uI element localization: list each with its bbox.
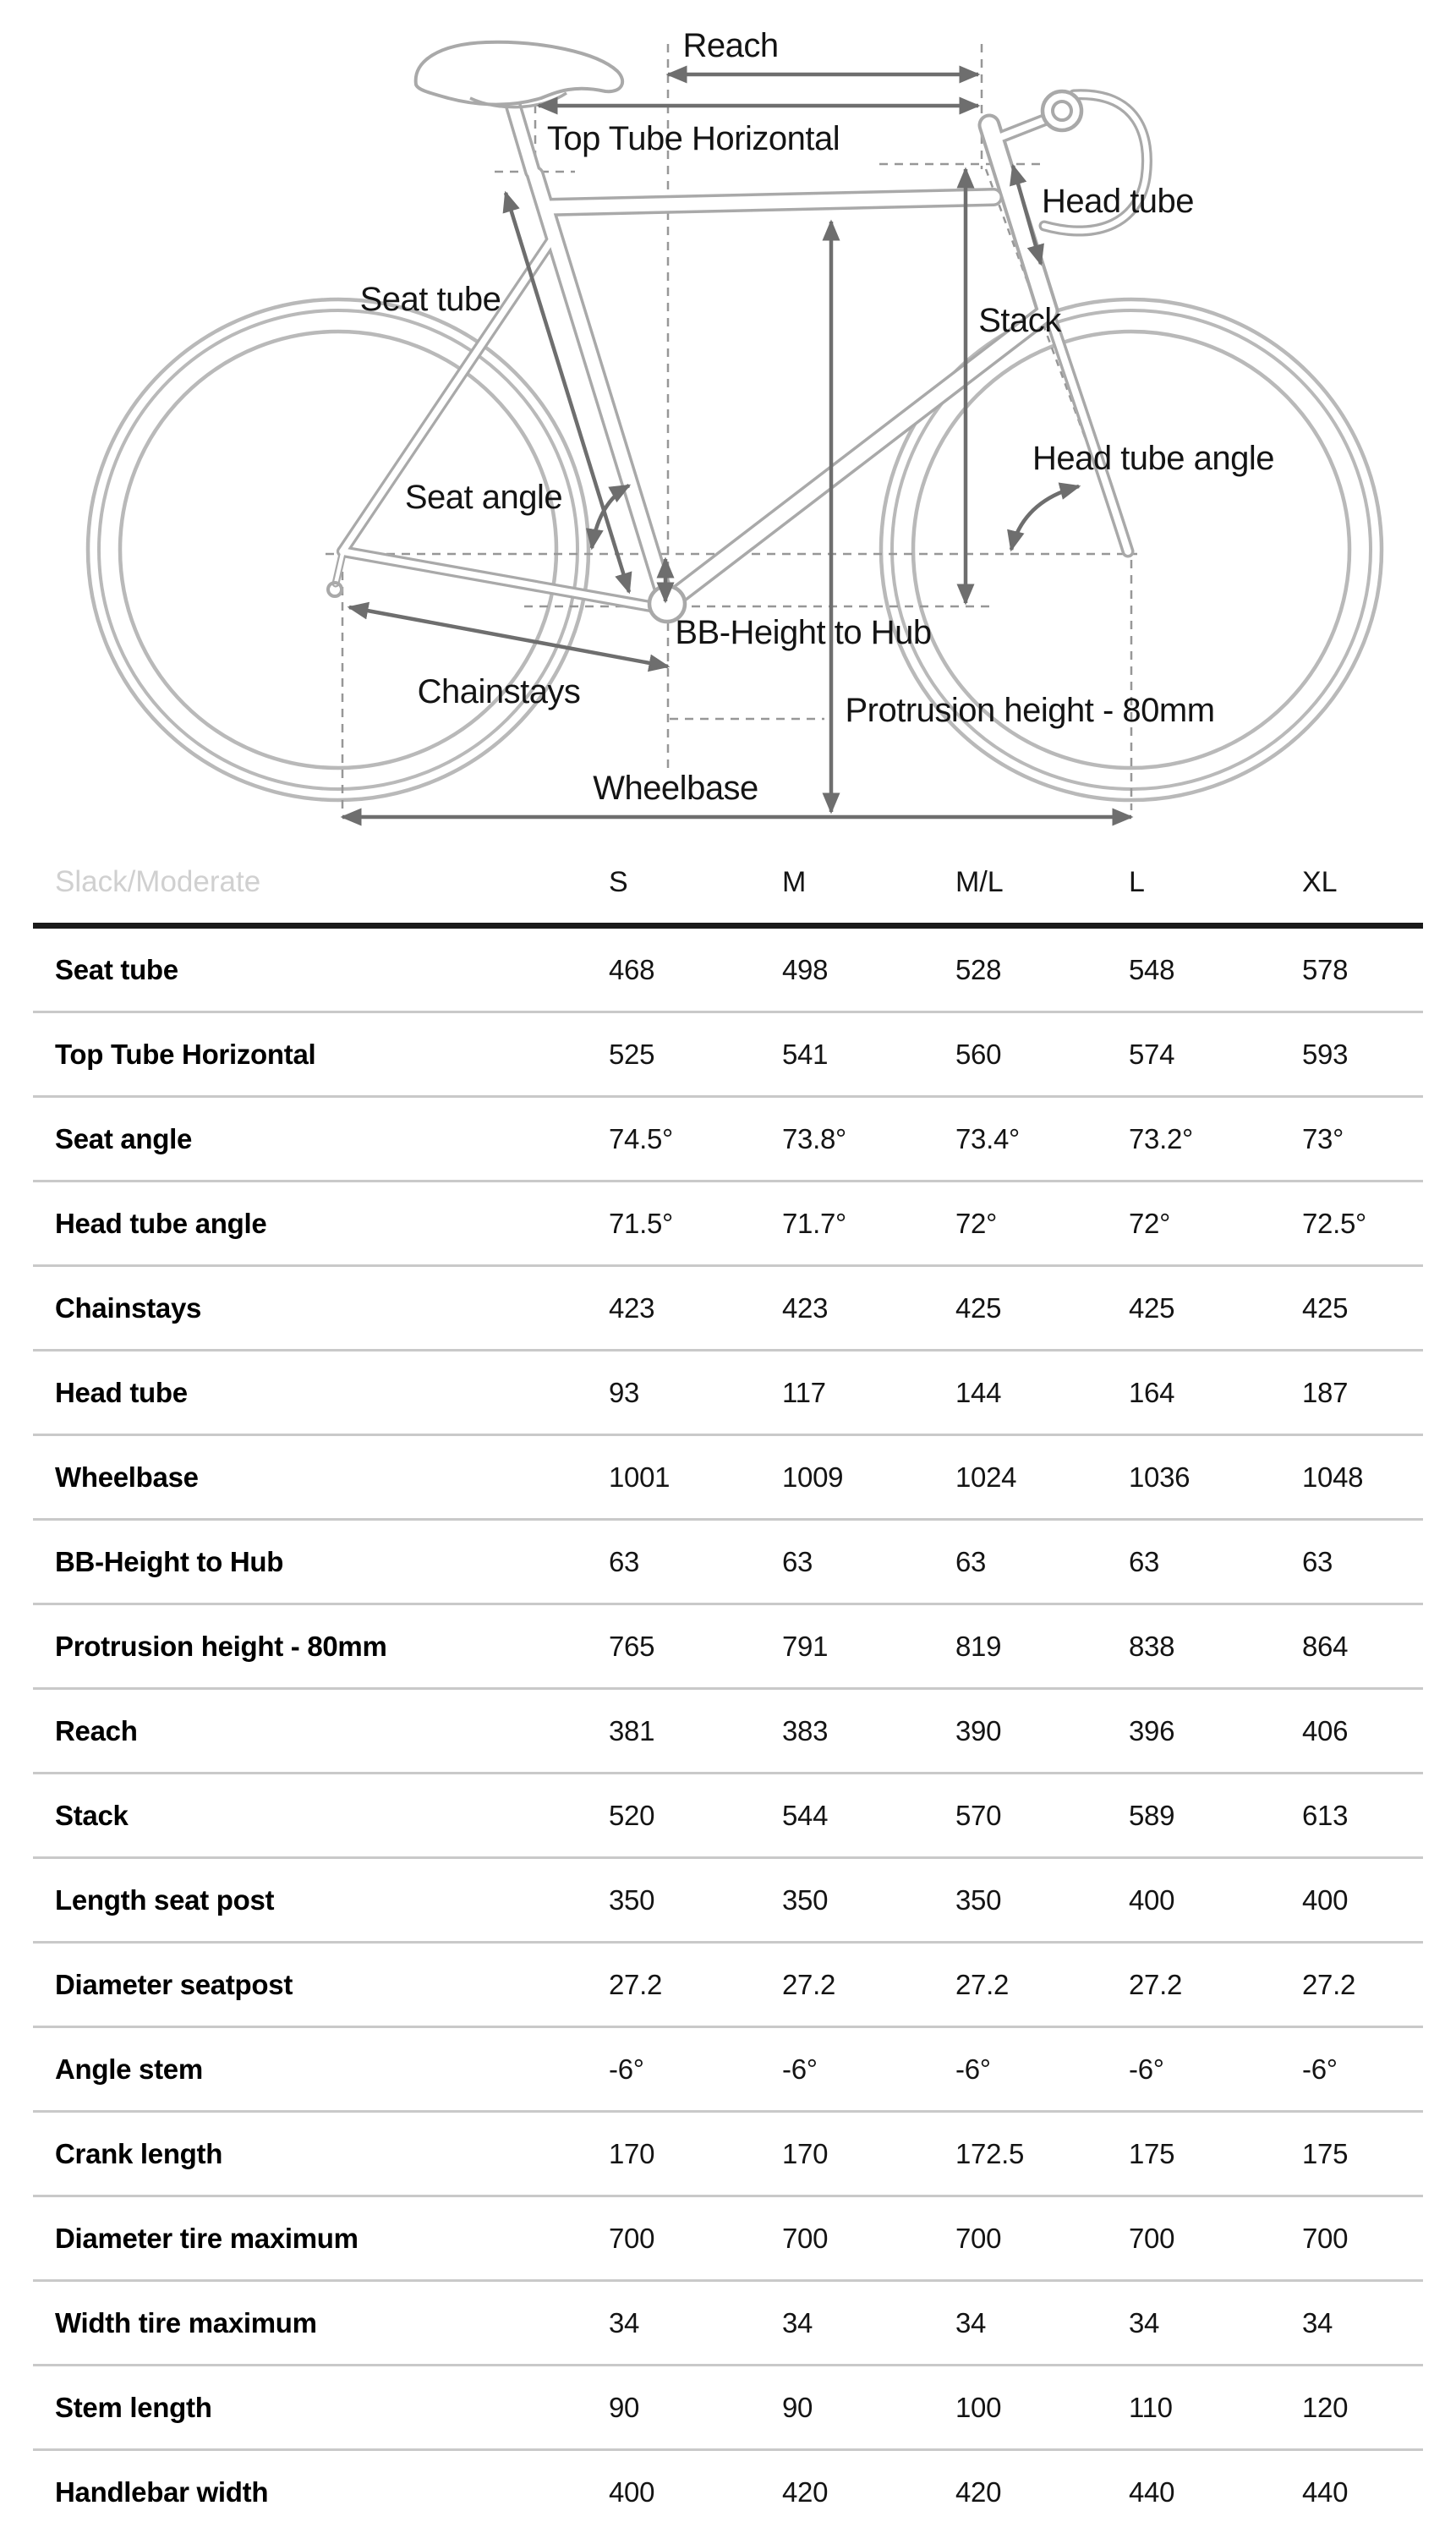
cell-value: 700: [1129, 2222, 1175, 2254]
cell-value: 570: [955, 1799, 1002, 1831]
cell-value: 528: [955, 953, 1002, 985]
cell-value: 765: [609, 1630, 655, 1662]
cell-value: 381: [609, 1714, 655, 1746]
table-row: [33, 1013, 1423, 1098]
label-reach: Reach: [682, 27, 779, 64]
row-label: Length seat post: [55, 1883, 275, 1916]
table-category-header: Slack/Moderate: [55, 865, 261, 898]
saddle: [416, 42, 622, 105]
table-row: [33, 2282, 1423, 2366]
cell-value: 73.2°: [1129, 1122, 1193, 1154]
label-stack: Stack: [978, 302, 1061, 339]
cell-value: 63: [1302, 1545, 1333, 1577]
row-label: Diameter tire maximum: [55, 2222, 359, 2254]
cell-value: 90: [609, 2391, 640, 2423]
cell-value: 73.4°: [955, 1122, 1020, 1154]
table-row: [33, 1605, 1423, 1690]
cell-value: -6°: [955, 2053, 991, 2085]
cell-value: 117: [782, 1376, 826, 1408]
cell-value: 27.2: [1129, 1968, 1183, 2000]
cell-value: 440: [1129, 2475, 1175, 2508]
cell-value: 93: [609, 1376, 640, 1408]
geometry-table: [33, 842, 1423, 2533]
cell-value: 72°: [955, 1207, 998, 1239]
table-row: [33, 1774, 1423, 1859]
cell-value: 72°: [1129, 1207, 1171, 1239]
cell-value: 838: [1129, 1630, 1175, 1662]
cell-value: 170: [609, 2137, 655, 2169]
bike-diagram-svg: [0, 0, 1456, 833]
cell-value: 1001: [609, 1461, 671, 1493]
cell-value: 34: [955, 2306, 987, 2338]
row-label: Handlebar width: [55, 2475, 269, 2508]
cell-value: 1024: [955, 1461, 1017, 1493]
label-protrusion: Protrusion height - 80mm: [845, 692, 1215, 729]
size-column-header-xl: XL: [1302, 865, 1338, 898]
table-row: [33, 2451, 1423, 2533]
diagram-labels: [360, 27, 1274, 807]
cell-value: 63: [1129, 1545, 1160, 1577]
table-row: [33, 2197, 1423, 2282]
cell-value: 613: [1302, 1799, 1349, 1831]
cell-value: 700: [609, 2222, 655, 2254]
row-label: Seat tube: [55, 953, 178, 985]
row-label: Wheelbase: [55, 1461, 199, 1493]
cell-value: 400: [609, 2475, 655, 2508]
row-label: Diameter seatpost: [55, 1968, 293, 2000]
cell-value: -6°: [782, 2053, 818, 2085]
cell-value: 525: [609, 1038, 655, 1070]
cell-value: 425: [1129, 1291, 1175, 1324]
cell-value: 350: [782, 1883, 829, 1916]
cell-value: 164: [1129, 1376, 1175, 1408]
cell-value: 72.5°: [1302, 1207, 1366, 1239]
cell-value: 74.5°: [609, 1122, 673, 1154]
cell-value: 90: [782, 2391, 813, 2423]
label-chainstays: Chainstays: [417, 673, 581, 710]
cell-value: 71.7°: [782, 1207, 846, 1239]
table-row: [33, 1521, 1423, 1605]
row-label: Seat angle: [55, 1122, 193, 1154]
table-row: [33, 1944, 1423, 2028]
bike-frame: [336, 80, 1147, 609]
cell-value: 73°: [1302, 1122, 1344, 1154]
table-row: [33, 929, 1423, 1013]
cell-value: -6°: [609, 2053, 644, 2085]
table-row: [33, 1182, 1423, 1267]
cell-value: 110: [1129, 2391, 1173, 2423]
label-head-tube-angle: Head tube angle: [1032, 440, 1275, 477]
row-label: BB-Height to Hub: [55, 1545, 284, 1577]
label-head-tube: Head tube: [1041, 183, 1195, 220]
cell-value: 73.8°: [782, 1122, 846, 1154]
table-row: [33, 2113, 1423, 2197]
size-column-header-ml: M/L: [955, 865, 1004, 898]
cell-value: 1009: [782, 1461, 844, 1493]
cell-value: 400: [1129, 1883, 1175, 1916]
cell-value: 423: [609, 1291, 655, 1324]
cell-value: -6°: [1129, 2053, 1164, 2085]
row-label: Head tube: [55, 1376, 188, 1408]
cell-value: 27.2: [609, 1968, 663, 2000]
row-label: Chainstays: [55, 1291, 202, 1324]
cell-value: 187: [1302, 1376, 1349, 1408]
cell-value: 541: [782, 1038, 829, 1070]
cell-value: 423: [782, 1291, 829, 1324]
size-column-header-m: M: [782, 865, 807, 898]
cell-value: 172.5: [955, 2137, 1025, 2169]
cell-value: 396: [1129, 1714, 1175, 1746]
cell-value: 548: [1129, 953, 1175, 985]
cell-value: 700: [955, 2222, 1002, 2254]
table-row: [33, 2028, 1423, 2113]
cell-value: 27.2: [782, 1968, 836, 2000]
cell-value: -6°: [1302, 2053, 1338, 2085]
head-tube-angle-arc: [1011, 486, 1079, 550]
cell-value: 425: [955, 1291, 1002, 1324]
cell-value: 560: [955, 1038, 1002, 1070]
row-label: Crank length: [55, 2137, 223, 2169]
cell-value: 440: [1302, 2475, 1349, 2508]
cell-value: 700: [782, 2222, 829, 2254]
row-label: Protrusion height - 80mm: [55, 1630, 387, 1662]
cell-value: 589: [1129, 1799, 1175, 1831]
row-label: Reach: [55, 1714, 138, 1746]
row-label: Head tube angle: [55, 1207, 267, 1239]
cell-value: 63: [782, 1545, 813, 1577]
row-label: Width tire maximum: [55, 2306, 317, 2338]
row-label: Stack: [55, 1799, 129, 1831]
cell-value: 34: [1129, 2306, 1160, 2338]
cell-value: 34: [609, 2306, 640, 2338]
cell-value: 498: [782, 953, 829, 985]
cell-value: 144: [955, 1376, 1002, 1408]
table-row: [33, 1690, 1423, 1774]
row-label: Top Tube Horizontal: [55, 1038, 316, 1070]
cell-value: 100: [955, 2391, 1002, 2423]
cell-value: 1048: [1302, 1461, 1364, 1493]
table-row: [33, 2366, 1423, 2451]
cell-value: 27.2: [1302, 1968, 1356, 2000]
cell-value: 791: [782, 1630, 829, 1662]
bar-clamp-icon: [1043, 91, 1081, 130]
cell-value: 400: [1302, 1883, 1349, 1916]
label-wheelbase: Wheelbase: [593, 770, 758, 807]
table-row: [33, 1098, 1423, 1182]
cell-value: 864: [1302, 1630, 1349, 1662]
label-seat-angle: Seat angle: [404, 479, 563, 516]
cell-value: 406: [1302, 1714, 1349, 1746]
label-top-tube: Top Tube Horizontal: [546, 120, 840, 157]
cell-value: 593: [1302, 1038, 1349, 1070]
cell-value: 34: [1302, 2306, 1333, 2338]
table-row: [33, 1859, 1423, 1944]
cell-value: 63: [955, 1545, 987, 1577]
cell-value: 468: [609, 953, 655, 985]
cell-value: 120: [1302, 2391, 1349, 2423]
cell-value: 175: [1302, 2137, 1349, 2169]
row-label: Stem length: [55, 2391, 212, 2423]
cell-value: 420: [782, 2475, 829, 2508]
cell-value: 170: [782, 2137, 829, 2169]
cell-value: 34: [782, 2306, 813, 2338]
cell-value: 1036: [1129, 1461, 1191, 1493]
cell-value: 350: [609, 1883, 655, 1916]
cell-value: 819: [955, 1630, 1002, 1662]
cell-value: 390: [955, 1714, 1002, 1746]
label-seat-tube: Seat tube: [359, 281, 501, 318]
table-row: [33, 1267, 1423, 1351]
label-bb-height: BB-Height to Hub: [675, 614, 932, 651]
chainstays-arrow: [349, 607, 668, 666]
bike-frame-inner: [336, 80, 1147, 609]
table-header-row: [33, 842, 1423, 929]
cell-value: 578: [1302, 953, 1349, 985]
size-column-header-s: S: [609, 865, 628, 898]
cell-value: 420: [955, 2475, 1002, 2508]
bike-geometry-diagram: [0, 0, 1456, 833]
cell-value: 520: [609, 1799, 655, 1831]
cell-value: 425: [1302, 1291, 1349, 1324]
size-column-header-l: L: [1129, 865, 1145, 898]
cell-value: 350: [955, 1883, 1002, 1916]
cell-value: 574: [1129, 1038, 1175, 1070]
table-row: [33, 1436, 1423, 1521]
cell-value: 383: [782, 1714, 829, 1746]
cell-value: 63: [609, 1545, 640, 1577]
cell-value: 175: [1129, 2137, 1175, 2169]
cell-value: 71.5°: [609, 1207, 673, 1239]
table-row: [33, 1351, 1423, 1436]
cell-value: 27.2: [955, 1968, 1010, 2000]
cell-value: 700: [1302, 2222, 1349, 2254]
row-label: Angle stem: [55, 2053, 203, 2085]
cell-value: 544: [782, 1799, 829, 1831]
